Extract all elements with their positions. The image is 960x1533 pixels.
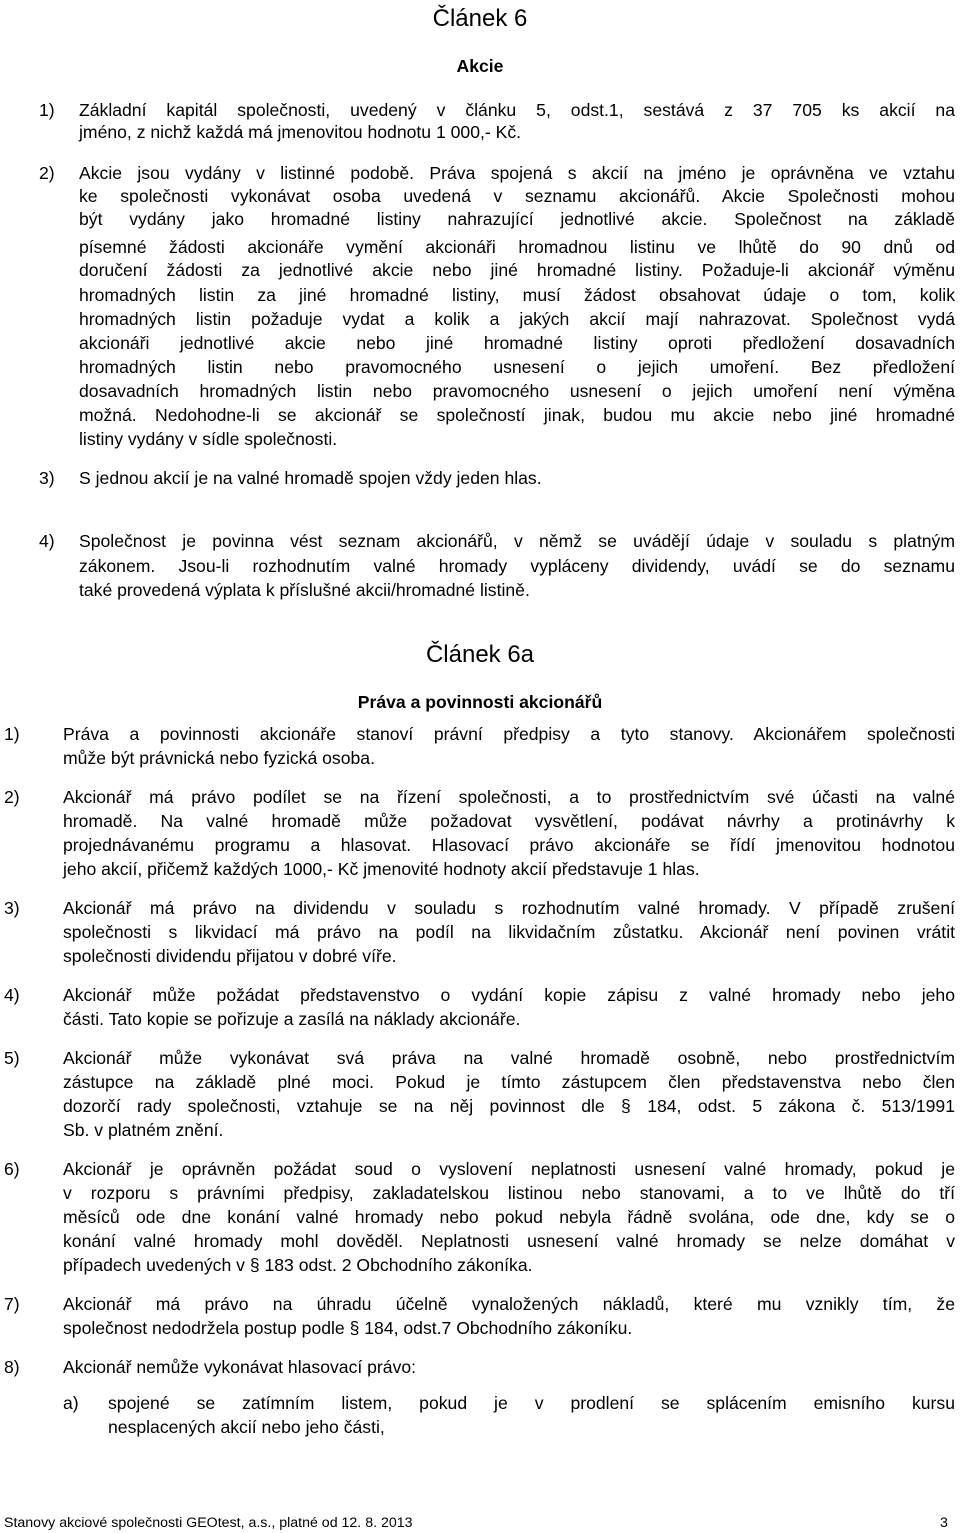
paragraph-line: konání valné hromady mohl dověděl. Neplatnosti usnesení valné hromady se nelze domáhat v <box>63 1231 955 1251</box>
paragraph-line: společnost nedodržela postup podle § 184, odst.7 Obchodního zákoníku. <box>63 1318 633 1338</box>
item-number: 3) <box>4 898 20 918</box>
item-number: 1) <box>4 724 20 744</box>
paragraph-line: Akcionář může požádat představenstvo o vydání kopie zápisu z valné hromady nebo jeho <box>63 985 955 1005</box>
paragraph-line: Akcionář má právo na dividendu v souladu s rozhodnutím valné hromady. V případě zrušení <box>63 898 955 918</box>
paragraph-line: dozorčí rady společnosti, vztahuje se na něj povinnost dle § 184, odst. 5 zákona č. 513/1991 <box>63 1096 955 1116</box>
paragraph-line: společnosti s likvidací má právo na podíl na likvidačním zůstatku. Akcionář není povinen vrátit <box>63 922 955 942</box>
paragraph-line: hromadě. Na valné hromadě může požadovat vysvětlení, podávat návrhy a protinávrhy k <box>63 811 955 831</box>
article-6a-subtitle: Práva a povinnosti akcionářů <box>357 692 603 712</box>
paragraph-line: písemné žádosti akcionáře vymění akcionáři hromadnou listinu ve lhůtě do 90 dnů od <box>79 237 955 257</box>
paragraph-line: zástupce na základě plné moci. Pokud je tímto zástupcem člen představenstva nebo člen <box>63 1072 955 1092</box>
paragraph-line: hromadných listin za jiné hromadné listiny, musí žádost obsahovat údaje o tom, kolik <box>79 285 955 305</box>
item-number: 6) <box>4 1159 20 1179</box>
item-number: 8) <box>4 1357 20 1377</box>
paragraph-line: spojené se zatímním listem, pokud je v prodlení se splácením emisního kursu <box>108 1393 955 1413</box>
paragraph-line: hromadných listin nebo pravomocného usnesení o jejich umoření. Bez předložení <box>79 357 955 377</box>
paragraph-line: nesplacených akcií nebo jeho části, <box>108 1417 385 1437</box>
paragraph-line: Akcionář je oprávněn požádat soud o vyslovení neplatnosti usnesení valné hromady, pokud je <box>63 1159 955 1179</box>
paragraph-line: možná. Nedohodne-li se akcionář se společností jinak, budou mu akcie nebo jiné hromadné <box>79 405 955 425</box>
item-number: 2) <box>39 163 55 183</box>
paragraph-line: v rozporu s právními předpisy, zakladatelskou listinou nebo stanovami, a to ve lhůtě do tří <box>63 1183 955 1203</box>
paragraph-line: může být právnická nebo fyzická osoba. <box>63 748 375 768</box>
article-6a-title: Článek 6a <box>425 641 535 668</box>
paragraph-line: Akcie jsou vydány v listinné podobě. Práva spojená s akcií na jméno je oprávněna ve vztahu <box>79 163 955 183</box>
item-number: 5) <box>4 1048 20 1068</box>
paragraph-line: případech uvedených v § 183 odst. 2 Obchodního zákoníka. <box>63 1255 533 1275</box>
paragraph-line: hromadných listin požaduje vydat a kolik a jakých akcií mají nahrazovat. Společnost vydá <box>79 309 955 329</box>
paragraph-line: S jednou akcií je na valné hromadě spojen vždy jeden hlas. <box>79 468 542 488</box>
paragraph-line: zákonem. Jsou-li rozhodnutím valné hromady vypláceny dividendy, uvádí se do seznamu <box>79 556 955 576</box>
paragraph-line: jeho akcií, přičemž každých 1000,- Kč jmenovité hodnoty akcií představuje 1 hlas. <box>63 859 700 879</box>
footer-document-title: Stanovy akciové společnosti GEOtest, a.s., platné od 12. 8. 2013 <box>4 1515 413 1531</box>
paragraph-line: také provedená výplata k příslušné akcii/hromadné listině. <box>79 580 530 600</box>
paragraph-line: akcionáři jednotlivé akcie nebo jiné hromadné listiny oproti předložení dosavadních <box>79 333 955 353</box>
paragraph-line: měsíců ode dne konání valné hromady nebo pokud nebyla řádně svolána, ode dne, kdy se o <box>63 1207 955 1227</box>
paragraph-line: být vydány jako hromadné listiny nahrazující jednotlivé akcie. Společnost na základě <box>79 209 955 229</box>
item-number: 4) <box>39 531 55 551</box>
sub-item-letter: a) <box>63 1393 79 1413</box>
paragraph-line: doručení žádosti za jednotlivé akcie nebo jiné hromadné listiny. Požaduje-li akcionář výměnu <box>79 260 955 280</box>
paragraph-line: Akcionář má právo podílet se na řízení společnosti, a to prostřednictvím své účasti na valné <box>63 787 955 807</box>
item-number: 2) <box>4 787 20 807</box>
item-number: 7) <box>4 1294 20 1314</box>
paragraph-line: dosavadních hromadných listin nebo pravomocného usnesení o jejich umoření není výměna <box>79 381 955 401</box>
item-number: 1) <box>39 100 55 120</box>
paragraph-line: jméno, z nichž každá má jmenovitou hodnotu 1 000,- Kč. <box>79 122 522 142</box>
paragraph-line: ke společnosti vykonávat osoba uvedená v seznamu akcionářů. Akcie Společnosti mohou <box>79 186 955 206</box>
paragraph-line: společnosti dividendu přijatou v dobré víře. <box>63 946 397 966</box>
paragraph-line: Akcionář má právo na úhradu účelně vynaložených nákladů, které mu vznikly tím, že <box>63 1294 955 1314</box>
page-number: 3 <box>940 1515 948 1531</box>
paragraph-line: části. Tato kopie se pořizuje a zasílá na náklady akcionáře. <box>63 1009 521 1029</box>
article-6-subtitle: Akcie <box>456 56 504 76</box>
paragraph-line: Společnost je povinna vést seznam akcionářů, v němž se uvádějí údaje v souladu s platným <box>79 531 955 551</box>
paragraph-line: projednávanému programu a hlasovat. Hlasovací právo akcionáře se řídí jmenovitou hodnotou <box>63 835 955 855</box>
paragraph-line: Sb. v platném znění. <box>63 1120 224 1140</box>
paragraph-line: Akcionář nemůže vykonávat hlasovací právo: <box>63 1357 417 1377</box>
paragraph-line: Základní kapitál společnosti, uvedený v článku 5, odst.1, sestává z 37 705 ks akcií na <box>79 100 955 120</box>
item-number: 3) <box>39 468 55 488</box>
paragraph-line: Práva a povinnosti akcionáře stanoví právní předpisy a tyto stanovy. Akcionářem společnosti <box>63 724 955 744</box>
paragraph-line: Akcionář může vykonávat svá práva na valné hromadě osobně, nebo prostřednictvím <box>63 1048 955 1068</box>
paragraph-line: listiny vydány v sídle společnosti. <box>79 429 338 449</box>
item-number: 4) <box>4 985 20 1005</box>
article-6-title: Článek 6 <box>432 5 528 32</box>
